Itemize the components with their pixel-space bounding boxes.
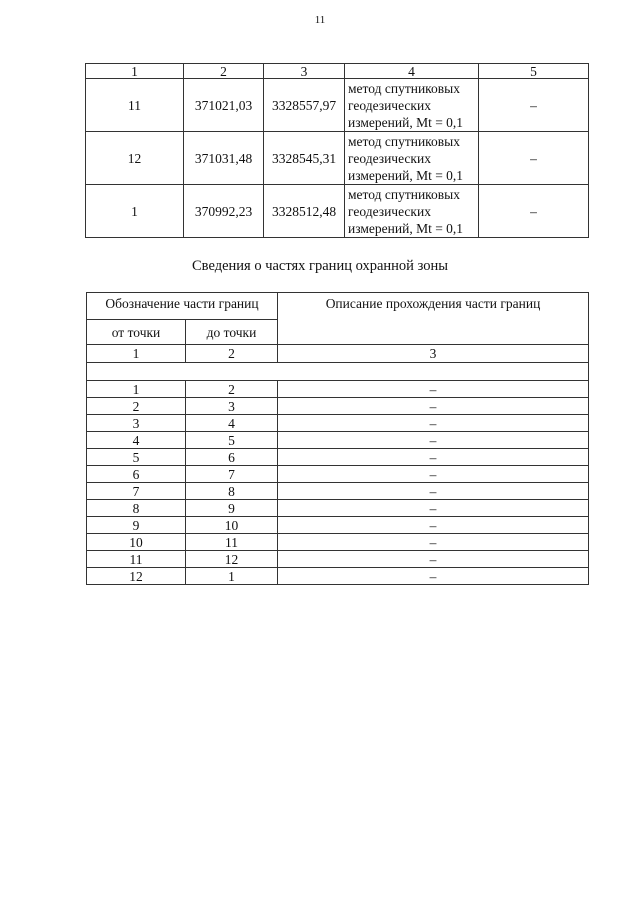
col-number-3: 3 <box>278 345 589 363</box>
coordinates-header-row <box>86 64 589 79</box>
coord-y: 3328557,97 <box>264 79 345 132</box>
coord-y: 3328545,31 <box>264 132 345 185</box>
part-description: – <box>278 534 589 551</box>
to-point: 7 <box>186 466 278 483</box>
parts-column-numbers-row <box>87 345 589 363</box>
table-row <box>87 466 589 483</box>
to-point: 1 <box>186 568 278 585</box>
method-line: метод спутниковых <box>348 186 460 202</box>
col-number-1: 1 <box>87 345 186 363</box>
part-description: – <box>278 500 589 517</box>
part-description: – <box>278 415 589 432</box>
table-row <box>86 79 589 132</box>
part-description: – <box>278 466 589 483</box>
table-row <box>87 551 589 568</box>
from-point: 5 <box>87 449 186 466</box>
part-description: – <box>278 432 589 449</box>
to-point-header: до точки <box>186 320 278 345</box>
coord-y: 3328512,48 <box>264 185 345 238</box>
from-point: 7 <box>87 483 186 500</box>
table-row <box>87 398 589 415</box>
part-description: – <box>278 381 589 398</box>
from-point: 1 <box>87 381 186 398</box>
to-point: 12 <box>186 551 278 568</box>
coord-x: 370992,23 <box>184 185 264 238</box>
method-cell <box>345 132 479 185</box>
method-line: метод спутниковых <box>348 80 460 96</box>
to-point: 2 <box>186 381 278 398</box>
method-line: измерений, Mt = 0,1 <box>348 114 464 130</box>
table-row <box>87 381 589 398</box>
from-point: 11 <box>87 551 186 568</box>
col-number-5: 5 <box>479 64 589 79</box>
from-point-header: от точки <box>87 320 186 345</box>
method-line: геодезических <box>348 203 431 219</box>
boundary-parts-table <box>86 292 589 585</box>
method-cell <box>345 79 479 132</box>
blank-row <box>87 363 589 381</box>
from-point: 10 <box>87 534 186 551</box>
col-number-2: 2 <box>184 64 264 79</box>
method-cell <box>345 185 479 238</box>
part-description: – <box>278 449 589 466</box>
col-number-3: 3 <box>264 64 345 79</box>
blank-cell <box>87 363 589 381</box>
method-line: геодезических <box>348 97 431 113</box>
method-line: метод спутниковых <box>348 133 460 149</box>
table-row <box>87 568 589 585</box>
table-row <box>87 483 589 500</box>
coord-x: 371021,03 <box>184 79 264 132</box>
note-cell: – <box>479 79 589 132</box>
table-row <box>87 517 589 534</box>
table-row <box>87 500 589 517</box>
parts-header-row <box>87 293 589 320</box>
col-number-2: 2 <box>186 345 278 363</box>
col-number-4: 4 <box>345 64 479 79</box>
part-description: – <box>278 483 589 500</box>
to-point: 3 <box>186 398 278 415</box>
part-description: – <box>278 517 589 534</box>
coordinates-table <box>85 63 589 238</box>
part-description: – <box>278 568 589 585</box>
part-description: – <box>278 398 589 415</box>
method-line: измерений, Mt = 0,1 <box>348 220 464 236</box>
point-id: 12 <box>86 132 184 185</box>
from-point: 4 <box>87 432 186 449</box>
method-line: геодезических <box>348 150 431 166</box>
from-point: 8 <box>87 500 186 517</box>
page-number: 11 <box>314 14 326 26</box>
note-cell: – <box>479 132 589 185</box>
designation-header: Обозначение части границ <box>87 293 278 320</box>
to-point: 10 <box>186 517 278 534</box>
to-point: 4 <box>186 415 278 432</box>
table-row <box>87 534 589 551</box>
description-header: Описание прохождения части границ <box>278 293 589 345</box>
coord-x: 371031,48 <box>184 132 264 185</box>
table-row <box>87 449 589 466</box>
method-line: измерений, Mt = 0,1 <box>348 167 464 183</box>
point-id: 1 <box>86 185 184 238</box>
from-point: 9 <box>87 517 186 534</box>
from-point: 2 <box>87 398 186 415</box>
table-row <box>86 132 589 185</box>
from-point: 12 <box>87 568 186 585</box>
table-row <box>86 185 589 238</box>
from-point: 3 <box>87 415 186 432</box>
part-description: – <box>278 551 589 568</box>
point-id: 11 <box>86 79 184 132</box>
section-title: Сведения о частях границ охранной зоны <box>192 258 448 274</box>
to-point: 8 <box>186 483 278 500</box>
note-cell: – <box>479 185 589 238</box>
to-point: 9 <box>186 500 278 517</box>
from-point: 6 <box>87 466 186 483</box>
table-row <box>87 432 589 449</box>
to-point: 11 <box>186 534 278 551</box>
table-row <box>87 415 589 432</box>
col-number-1: 1 <box>86 64 184 79</box>
to-point: 5 <box>186 432 278 449</box>
to-point: 6 <box>186 449 278 466</box>
parts-body <box>87 381 589 585</box>
